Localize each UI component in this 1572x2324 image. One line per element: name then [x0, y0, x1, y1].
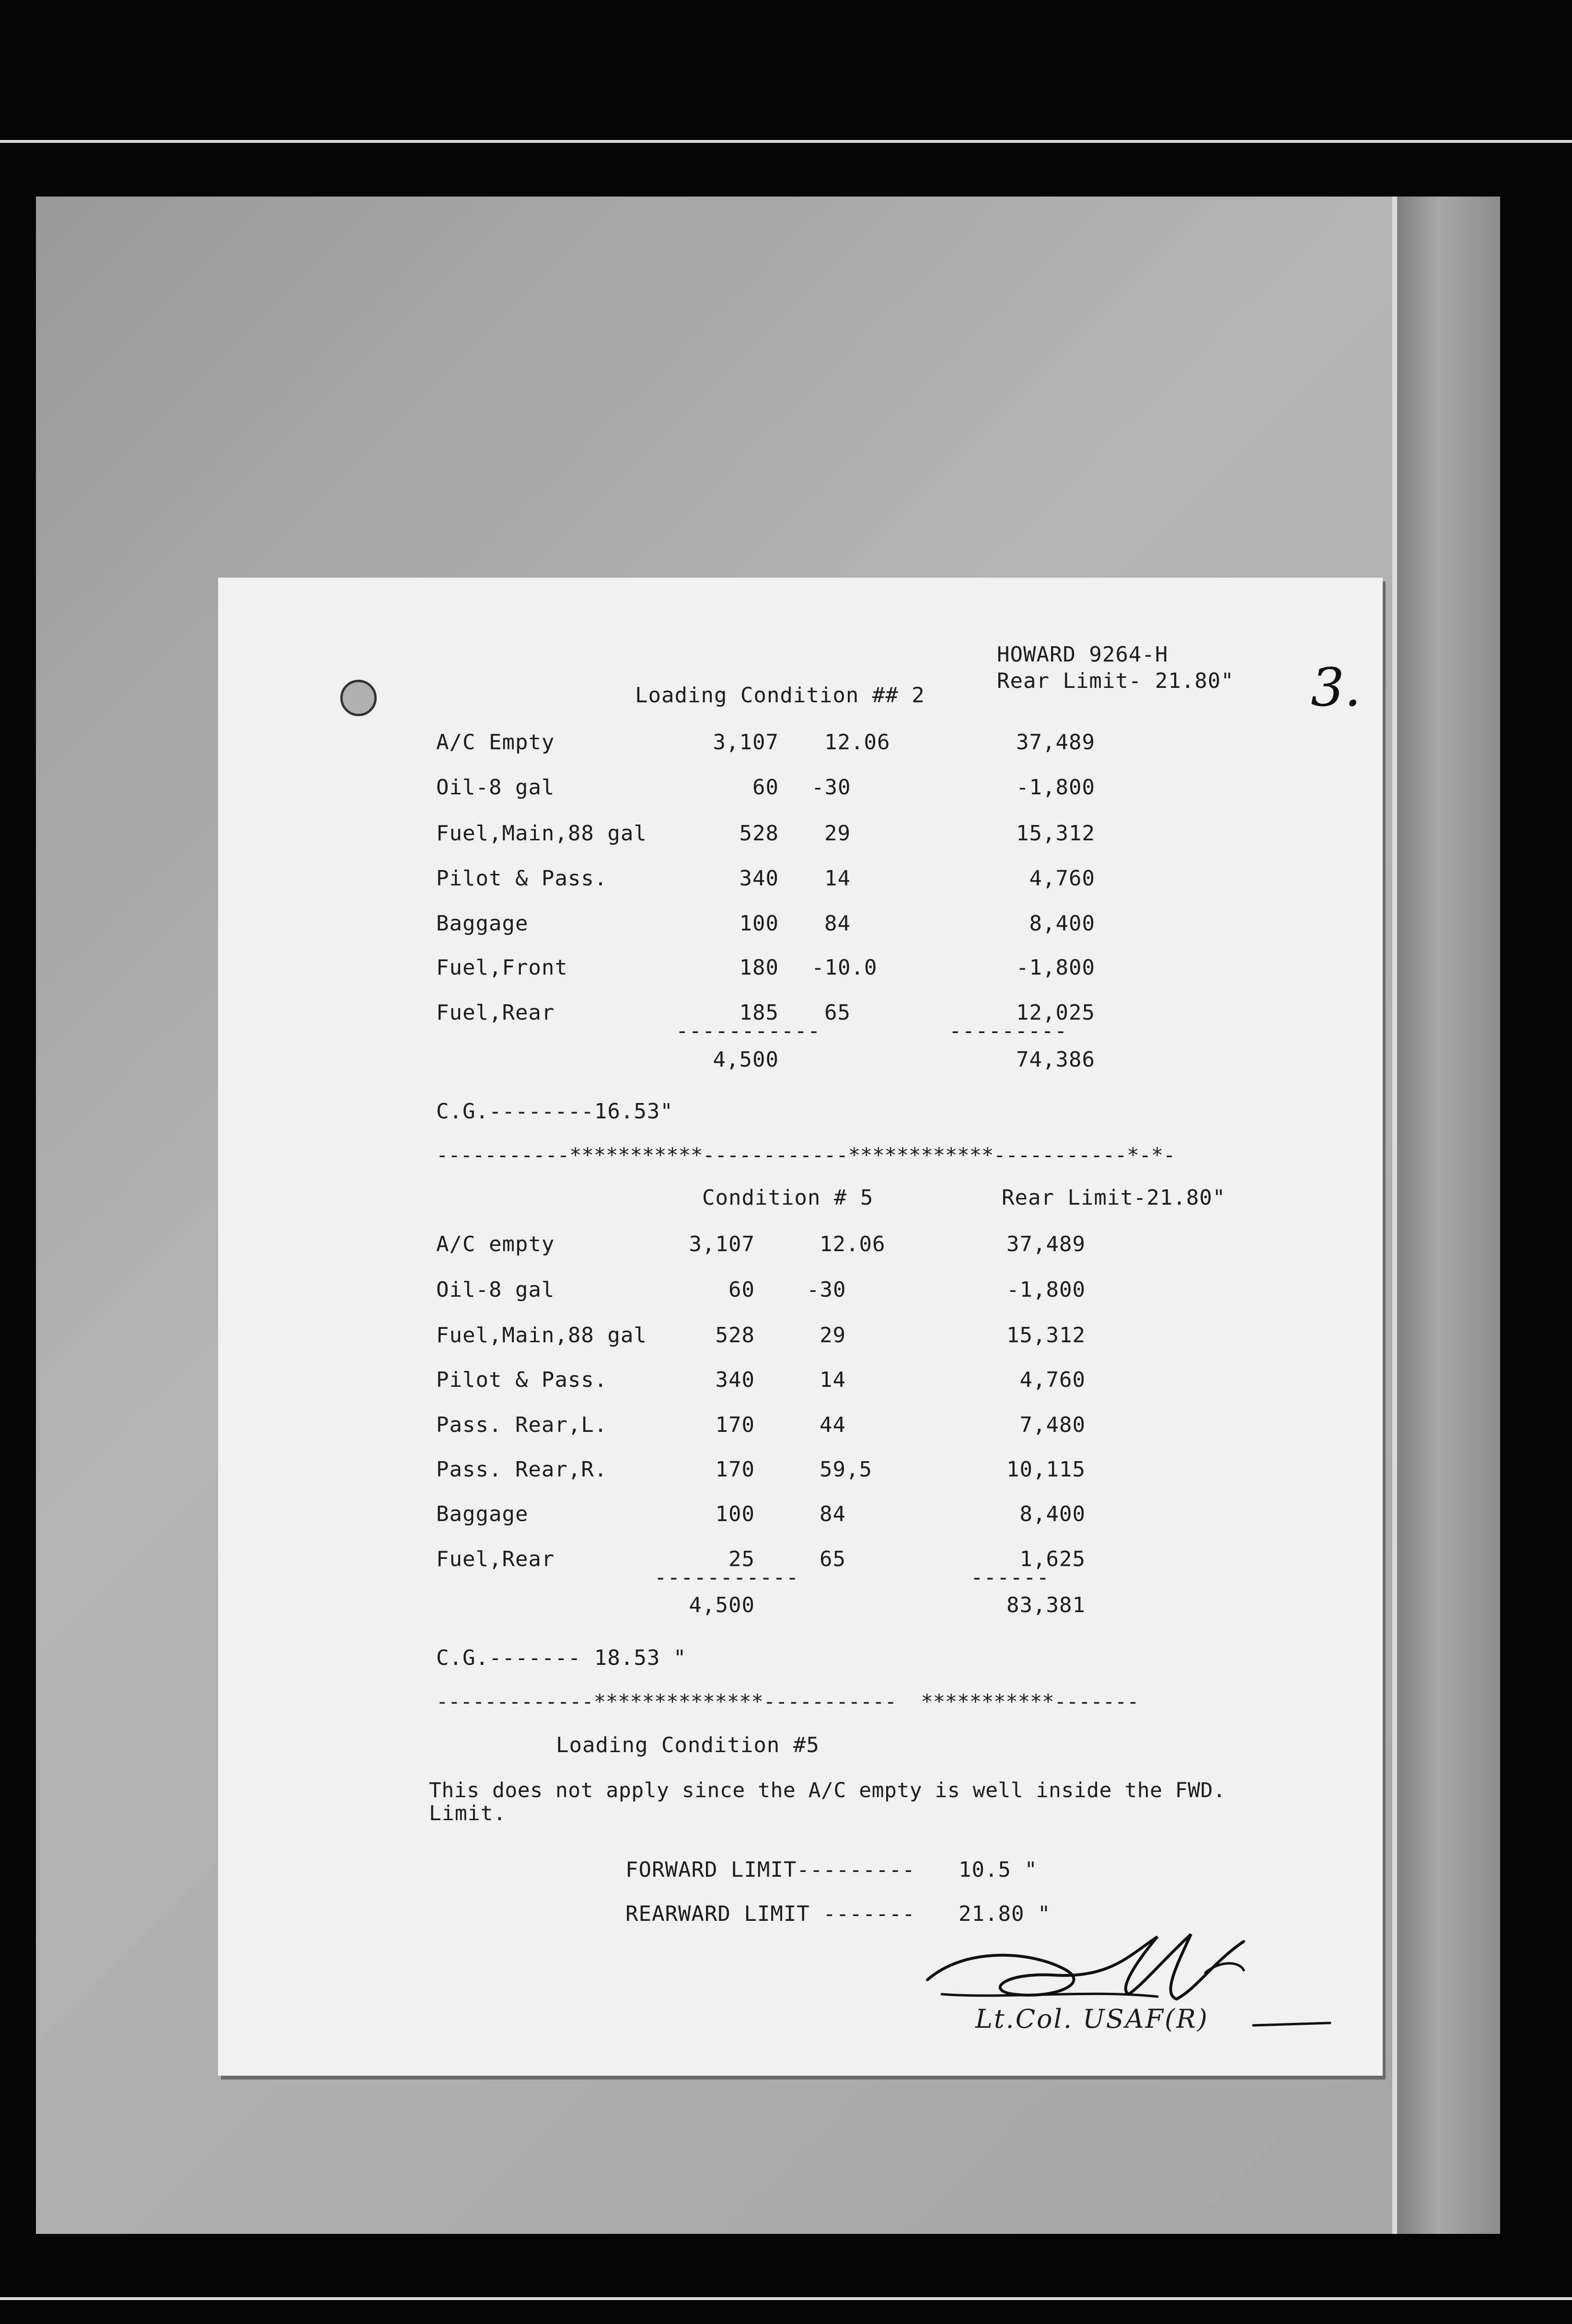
row-moment: 4,760	[1019, 1368, 1086, 1392]
row-moment: -1,800	[1006, 1278, 1086, 1302]
row-moment: 1,625	[1019, 1547, 1086, 1571]
signature-title: Lt.Col. USAF(R)	[975, 2004, 1209, 2034]
total-moment: 83,381	[1006, 1593, 1086, 1617]
row-arm: -10.0	[811, 955, 878, 980]
row-moment: -1,800	[1016, 955, 1095, 980]
row-item: Fuel,Front	[436, 955, 568, 980]
row-moment: 12,025	[1016, 1000, 1095, 1025]
section2-rear-limit: Rear Limit-21.80"	[1002, 1185, 1226, 1210]
moment-sum-rule: ---------	[949, 1019, 1068, 1043]
page-number: 3.	[1311, 657, 1361, 718]
document-sheet	[218, 578, 1383, 2076]
row-weight: 170	[715, 1457, 755, 1482]
row-weight: 340	[739, 866, 779, 891]
total-weight: 4,500	[689, 1593, 755, 1617]
row-arm: 59,5	[820, 1457, 872, 1482]
section2-title: Condition # 5	[702, 1185, 874, 1210]
row-item: Baggage	[436, 1502, 529, 1526]
row-weight: 528	[715, 1323, 755, 1348]
row-item: Pilot & Pass.	[436, 1368, 608, 1392]
row-item: A/C empty	[436, 1232, 555, 1256]
moment-sum-rule: ------	[971, 1565, 1050, 1590]
row-weight: 180	[739, 955, 779, 980]
row-item: Oil-8 gal	[436, 1278, 555, 1302]
row-moment: -1,800	[1016, 775, 1095, 800]
row-arm: 65	[824, 1000, 851, 1025]
row-item: A/C Empty	[436, 730, 555, 755]
note-line-2: Limit.	[429, 1801, 507, 1825]
row-weight: 100	[715, 1502, 755, 1526]
film-border-bottom	[0, 2297, 1572, 2300]
row-weight: 3,107	[713, 730, 779, 755]
row-item: Pilot & Pass.	[436, 866, 608, 891]
row-weight: 25	[728, 1547, 755, 1571]
row-arm: 12.06	[820, 1232, 886, 1256]
row-weight: 60	[728, 1278, 755, 1302]
row-item: Pass. Rear,L.	[436, 1413, 608, 1437]
row-arm: 44	[820, 1413, 846, 1437]
section-divider: -------------**************----------- ***********-------	[436, 1690, 1139, 1713]
center-of-gravity: C.G.--------16.53"	[436, 1099, 673, 1124]
section-divider: -----------***********------------************-----------*-*-	[436, 1143, 1176, 1167]
rearward-limit-value: 21.80 "	[959, 1902, 1051, 1926]
row-item: Fuel,Main,88 gal	[436, 821, 647, 846]
total-moment: 74,386	[1016, 1047, 1095, 1072]
row-item: Fuel,Rear	[436, 1000, 555, 1025]
row-item: Fuel,Rear	[436, 1547, 555, 1571]
row-moment: 37,489	[1006, 1232, 1086, 1256]
row-weight: 60	[752, 775, 779, 800]
row-arm: 12.06	[824, 730, 890, 755]
row-moment: 15,312	[1006, 1323, 1086, 1348]
row-arm: -30	[807, 1278, 846, 1302]
row-moment: 37,489	[1016, 730, 1095, 755]
row-moment: 15,312	[1016, 821, 1095, 846]
weight-sum-rule: -----------	[676, 1019, 821, 1043]
row-moment: 7,480	[1019, 1413, 1086, 1437]
punch-hole	[340, 680, 377, 716]
header-rear-limit: Rear Limit- 21.80"	[997, 669, 1234, 693]
forward-limit-value: 10.5 "	[959, 1858, 1038, 1882]
row-arm: 65	[820, 1547, 846, 1571]
row-arm: 29	[820, 1323, 846, 1348]
row-item: Oil-8 gal	[436, 775, 555, 800]
row-moment: 8,400	[1029, 911, 1095, 936]
row-arm: 14	[824, 866, 851, 891]
row-moment: 8,400	[1019, 1502, 1086, 1526]
film-border-top	[0, 140, 1572, 143]
row-arm: 14	[820, 1368, 846, 1392]
row-arm: 84	[820, 1502, 846, 1526]
backing-board-edge	[1397, 197, 1500, 2234]
total-weight: 4,500	[713, 1047, 779, 1072]
row-weight: 340	[715, 1368, 755, 1392]
center-of-gravity: C.G.------- 18.53 "	[436, 1646, 687, 1670]
weight-sum-rule: -----------	[654, 1565, 799, 1590]
row-item: Fuel,Main,88 gal	[436, 1323, 647, 1348]
note-line-1: This does not apply since the A/C empty is well inside the FWD.	[429, 1778, 1226, 1802]
document-id: HOWARD 9264-H	[997, 642, 1168, 667]
row-item: Baggage	[436, 911, 529, 936]
section1-title: Loading Condition ## 2	[635, 683, 925, 708]
row-weight: 528	[739, 821, 779, 846]
rearward-limit-label: REARWARD LIMIT -------	[625, 1902, 915, 1926]
row-weight: 100	[739, 911, 779, 936]
row-weight: 185	[739, 1000, 779, 1025]
row-item: Pass. Rear,R.	[436, 1457, 608, 1482]
row-weight: 3,107	[689, 1232, 755, 1256]
row-arm: 29	[824, 821, 851, 846]
forward-limit-label: FORWARD LIMIT---------	[625, 1858, 915, 1882]
section3-title: Loading Condition #5	[556, 1733, 820, 1757]
row-arm: -30	[811, 775, 851, 800]
row-moment: 10,115	[1006, 1457, 1086, 1482]
row-arm: 84	[824, 911, 851, 936]
row-moment: 4,760	[1029, 866, 1095, 891]
row-weight: 170	[715, 1413, 755, 1437]
